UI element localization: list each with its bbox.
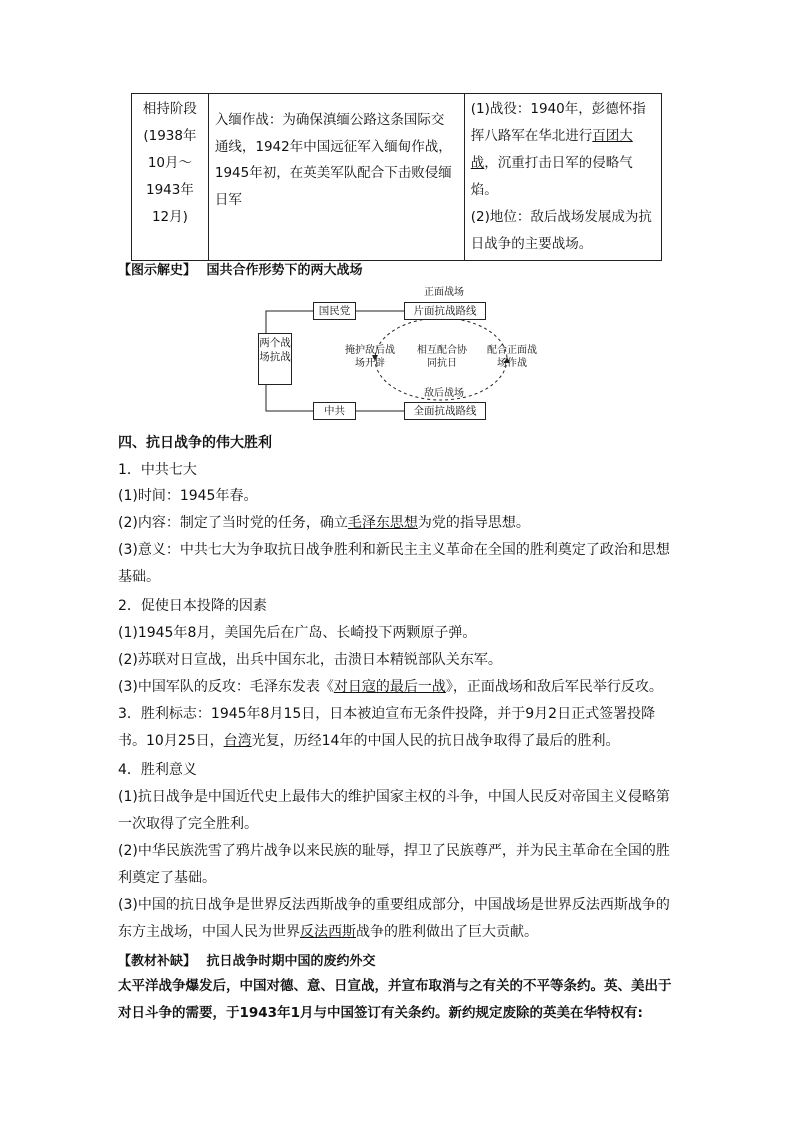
- hundred-regiments-term: 百团大战: [470, 128, 633, 171]
- s1-time: (1)时间：1945年春。: [118, 488, 258, 504]
- diagram-tag: 【图示解史】: [118, 263, 197, 278]
- subsection-2-title: 2．促使日本投降的因素: [118, 598, 267, 614]
- stage-name: 相持阶段: [142, 101, 197, 117]
- s2-atomic: (1)1945年8月，美国先后在广岛、长崎投下两颗原子弹。: [118, 625, 477, 641]
- partial-resistance-box: 片面抗战路线: [404, 302, 486, 320]
- s1-content-a: (2)内容：制定了当时党的任务，确立: [118, 515, 348, 531]
- diagram-heading: [118, 259, 363, 278]
- s4-p1: (1)抗日战争是中国近代史上最伟大的维护国家主权的斗争，中国人民反对帝国主义侵略第一次取得了完全胜利。: [118, 789, 670, 832]
- section-title: 四、抗日战争的伟大胜利: [118, 435, 272, 451]
- frontal-battlefield-label: 正面战场: [424, 287, 464, 298]
- s2-soviet: (2)苏联对日宣战，出兵中国东北，击溃日本精锐部队关东军。: [118, 652, 502, 668]
- table-row: [132, 94, 662, 261]
- stage-table: [131, 93, 662, 261]
- s3-a: 3．胜利标志：1945年8月15日，日本被迫宣布无条件投降，并于9月2日正式签署投降书。10月25日，: [118, 706, 656, 749]
- stage-period-cell: [132, 94, 209, 261]
- stage-date-line: 10月～: [147, 155, 193, 171]
- burma-campaign-cell: 入缅作战：为确保滇缅公路这条国际交通线，1942年中国远征军入缅甸作战，1945年初，在英美军队配合下击败侵缅日军: [208, 94, 464, 261]
- s1-significance: (3)意义：中共七大为争取抗日战争胜利和新民主主义革命在全国的胜利奠定了政治和思想基础。: [118, 542, 670, 585]
- cover-rear-text: 掩护敌后战场开辟: [345, 345, 395, 369]
- stage-date-line: 12月): [151, 209, 188, 225]
- subsection-3-victory: [118, 701, 678, 755]
- battle-text-end: ，沉重打击日军的侵略气焰。: [470, 155, 633, 198]
- rear-battlefield-label: 敌后战场: [424, 388, 464, 399]
- mutual-cooperation-text: 相互配合协同抗日: [417, 345, 467, 369]
- s4-p3-b: 战争的胜利做出了巨大贡献。: [356, 924, 538, 940]
- taiwan-term: 台湾: [223, 733, 252, 749]
- battle-text: (1)战役：1940年，彭德怀指挥八路军在华北进行: [470, 101, 646, 144]
- ccp-box: 中共: [313, 402, 356, 420]
- kmt-box: 国民党: [313, 302, 356, 320]
- s2-p3-b: 》，正面战场和敌后军民举行反攻。: [445, 679, 663, 695]
- mao-thought-term: 毛泽东思想: [347, 515, 418, 531]
- two-battlefields-box: 两个战场抗战: [258, 333, 292, 385]
- final-battle-term: 对日寇的最后一战: [333, 679, 446, 695]
- s1-content: [118, 510, 678, 537]
- s1-content-b: 为党的指导思想。: [417, 515, 530, 531]
- subsection-1-title: 1．中共七大: [118, 462, 197, 478]
- s4-p3-a: (3)中国的抗日战争是世界反法西斯战争的重要组成部分，中国战场是世界反法西斯战争的东方主战场，中国人民为世界: [118, 897, 670, 940]
- s2-counteroffensive: [118, 674, 678, 701]
- support-frontal-text: 配合正面战场作战: [487, 345, 537, 369]
- supplement-tag: 【教材补缺】: [118, 954, 197, 969]
- diagram-title: 国共合作形势下的两大战场: [206, 263, 363, 278]
- subsection-4-title: 4．胜利意义: [118, 762, 197, 778]
- s3-b: 光复，历经14年的中国人民的抗日战争取得了最后的胜利。: [251, 733, 620, 749]
- total-resistance-box: 全面抗战路线: [404, 402, 486, 420]
- status-text: (2)地位：敌后战场发展成为抗日战争的主要战场。: [470, 209, 652, 252]
- s2-p3-a: (3)中国军队的反攻：毛泽东发表《: [118, 679, 334, 695]
- supplement-heading: [118, 950, 376, 969]
- s4-p2: (2)中华民族洗雪了鸦片战争以来民族的耻辱，捍卫了民族尊严，并为民主革命在全国的胜利奠定了基础。: [118, 843, 670, 886]
- anti-fascist-term: 反法西斯: [300, 924, 356, 940]
- stage-date-line: (1938年: [143, 128, 197, 144]
- two-battlefields-diagram: [258, 283, 558, 423]
- supplement-text: 太平洋战争爆发后，中国对德、意、日宣战，并宣布取消与之有关的不平等条约。英、美出于对日斗争的需要，于1943年1月与中国签订有关条约。新约规定废除的英美在华特权有:: [118, 978, 672, 1021]
- stage-date-line: 1943年: [146, 182, 194, 198]
- s4-p3: [118, 892, 678, 946]
- supplement-title: 抗日战争时期中国的废约外交: [206, 954, 376, 969]
- battles-cell: [464, 94, 661, 261]
